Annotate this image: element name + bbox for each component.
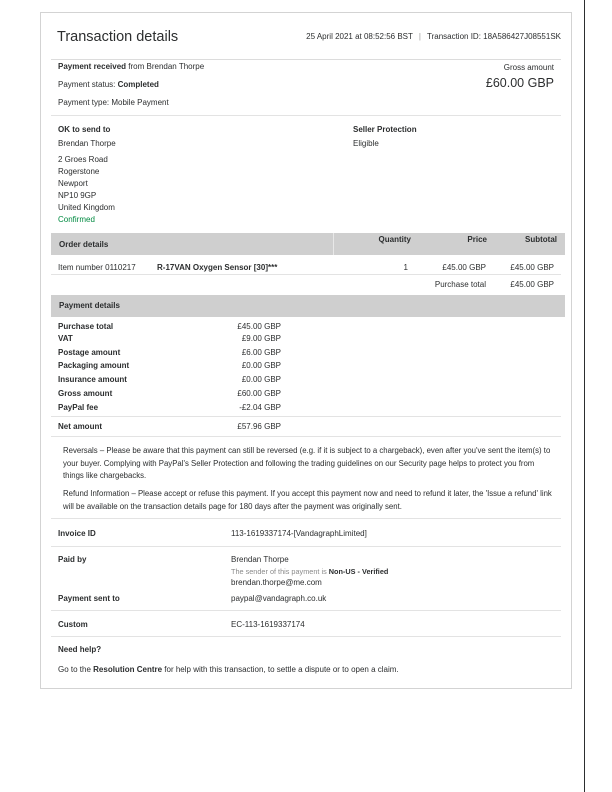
payment-row-value: £0.00 GBP — [241, 361, 281, 370]
seller-protection-label: Seller Protection — [353, 125, 417, 134]
payment-row-value: £0.00 GBP — [241, 375, 281, 384]
payment-received-label: Payment received — [58, 62, 127, 71]
price-header: Price — [467, 235, 487, 244]
meta-separator: | — [418, 32, 421, 41]
net-amount-value: £57.96 GBP — [237, 422, 281, 431]
address-line: United Kingdom — [58, 203, 115, 212]
notes-divider — [51, 518, 561, 519]
invoice-id-label: Invoice ID — [58, 529, 96, 538]
sender-status-line — [231, 567, 388, 576]
item-price: £45.00 GBP — [442, 263, 486, 272]
info-divider — [51, 546, 561, 547]
address-line: Newport — [58, 179, 88, 188]
resolution-centre-link[interactable]: Resolution Centre — [93, 665, 163, 674]
payment-row-value: £6.00 GBP — [241, 348, 281, 357]
payment-sent-to-label: Payment sent to — [58, 594, 120, 603]
payment-row-value: £45.00 GBP — [237, 322, 281, 331]
gross-amount-label: Gross amount — [503, 63, 554, 72]
purchase-total-value: £45.00 GBP — [510, 280, 554, 289]
gross-amount-value: £60.00 GBP — [485, 76, 554, 90]
help-text-before: Go to the — [58, 665, 91, 674]
paid-by-name: Brendan Thorpe — [231, 555, 289, 564]
page-edge-line — [584, 0, 585, 792]
order-row-divider — [51, 274, 561, 275]
payment-received-line — [58, 62, 204, 71]
order-details-header — [51, 233, 565, 255]
help-text — [58, 665, 399, 674]
quantity-header: Quantity — [378, 235, 411, 244]
custom-value: EC-113-1619337174 — [231, 620, 305, 629]
net-amount-divider — [51, 416, 561, 417]
sender-status-note: The sender of this payment is — [231, 567, 327, 576]
payment-row-value: £9.00 GBP — [241, 334, 281, 343]
info-divider — [51, 610, 561, 611]
payment-status-value: Completed — [117, 80, 159, 89]
transaction-date: 25 April 2021 at 08:52:56 BST — [306, 32, 413, 41]
summary-divider — [51, 115, 561, 116]
ok-to-send-label: OK to send to — [58, 125, 111, 134]
payment-details-divider — [51, 436, 561, 437]
payment-sent-to-value: paypal@vandagraph.co.uk — [231, 594, 327, 603]
page-title: Transaction details — [57, 29, 179, 45]
address-line: Rogerstone — [58, 167, 100, 176]
need-help-title: Need help? — [58, 645, 102, 654]
item-subtotal: £45.00 GBP — [510, 263, 554, 272]
payment-row-label: Packaging amount — [58, 361, 130, 370]
transaction-id: Transaction ID: 18A586427J08551SK — [426, 32, 561, 41]
address-line: NP10 9GP — [58, 191, 97, 200]
item-number: Item number 0110217 — [58, 263, 136, 272]
address-line: 2 Groes Road — [58, 155, 108, 164]
shipping-name: Brendan Thorpe — [58, 139, 116, 148]
transaction-details-panel — [40, 12, 572, 689]
net-amount-label: Net amount — [58, 422, 102, 431]
subtotal-header: Subtotal — [525, 235, 557, 244]
payment-row-value: £60.00 GBP — [237, 389, 281, 398]
order-details-title: Order details — [59, 240, 109, 249]
address-confirmed-status: Confirmed — [58, 215, 95, 224]
item-name: R-17VAN Oxygen Sensor [30]*** — [157, 263, 278, 272]
refund-note: Refund Information – Please accept or refuse this payment. If you accept this payment now and need to refund it later, the 'Issue a refund' link will be available on the transaction details page for 180 days after the payment was originally sent. — [63, 489, 552, 511]
payment-status-line — [58, 80, 159, 89]
paid-by-label: Paid by — [58, 555, 87, 564]
help-text-after: for help with this transaction, to settle a dispute or to open a claim. — [164, 665, 399, 674]
sender-status-value: Non-US - Verified — [328, 567, 389, 576]
payment-received-from: from Brendan Thorpe — [128, 62, 205, 71]
payment-row-label: VAT — [58, 334, 73, 343]
purchase-total-label: Purchase total — [434, 280, 486, 289]
payment-row-label: Purchase total — [58, 322, 114, 331]
order-header-divider — [333, 233, 334, 255]
seller-protection-value: Eligible — [353, 139, 379, 148]
header-divider — [51, 59, 561, 60]
payment-row-label: Gross amount — [58, 389, 113, 398]
payment-row-label: Insurance amount — [58, 375, 127, 384]
payment-row-label: PayPal fee — [58, 403, 99, 412]
reversals-note: Reversals – Please be aware that this payment can still be reversed (e.g. if it is subject to a chargeback), even after you've sent the item(s) to your buyer. Complying with PayPal's Seller Protection and following the trading guidelines on our Security page helps to protect you from things like chargebacks. — [63, 446, 551, 480]
info-divider — [51, 636, 561, 637]
invoice-id-value: 113-1619337174-[VandagraphLimited] — [231, 529, 367, 538]
payment-type-line: Payment type: Mobile Payment — [58, 98, 169, 107]
transaction-header — [57, 29, 561, 49]
item-quantity: 1 — [403, 263, 408, 272]
payment-status-label: Payment status: — [58, 80, 116, 89]
transaction-meta — [306, 32, 561, 41]
custom-label: Custom — [58, 620, 88, 629]
payment-details-title: Payment details — [59, 301, 120, 310]
payment-details-header — [51, 295, 565, 317]
payment-row-label: Postage amount — [58, 348, 121, 357]
paid-by-email: brendan.thorpe@me.com — [231, 578, 322, 587]
payment-row-value: -£2.04 GBP — [239, 403, 281, 412]
